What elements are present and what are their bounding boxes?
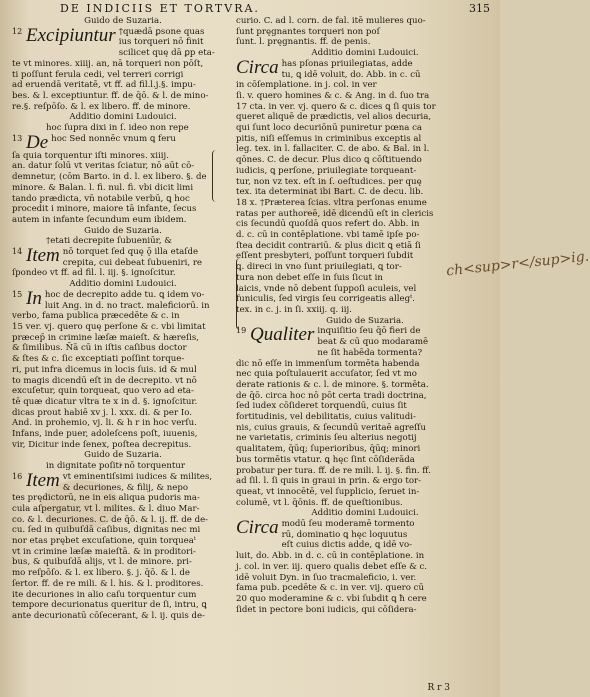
text-line: te vt minores. xiiij. an, nā torqueri non pōſt, <box>12 58 204 69</box>
text-line: ad ſil. l. ſi quis in graui in prin. & ergo tor- <box>236 476 422 487</box>
text-line: †quædā ꝑsone quas <box>118 26 205 37</box>
section-12 <box>12 24 234 59</box>
text-line: re.§. reſpōſo. & l. ex libero. ff. de minore. <box>12 101 191 112</box>
text-line: ti poſſunt ferula cedi, vel terreri corrigi <box>12 69 184 80</box>
right-column <box>236 16 494 615</box>
text-line: funiculis, ſed virgis ſeu corrigeatis allegᵗ. <box>236 294 415 305</box>
text-line: Infans, inde puer, adoleſcens poſt, iuuenis, <box>12 429 198 440</box>
margin-bracket <box>212 150 219 202</box>
text-line: laicis, vnde nō debent ſuppoſi aculeis, vel <box>236 283 417 294</box>
text-line: ius torqueri nō finit <box>118 37 204 48</box>
text-line: ſunt. l. pręgnantis. ff. de penis. <box>236 37 371 48</box>
text-line: cis ſecundū quoſdā quos refert do. Abb. in <box>236 219 420 230</box>
text-line: queret aliquē de prædictis, vel alios decuria, <box>236 112 432 123</box>
left-column <box>12 16 234 622</box>
section-number: 15 <box>12 289 23 299</box>
handwritten-text: ch<sup>r</sup>ig. <box>445 248 590 280</box>
text-line: tur, non vz tex. eſt in ſ. oeſtudices. per quę <box>236 176 422 187</box>
text-line: ſunt pręgnantes torqueri non poſ <box>236 26 380 37</box>
text-line: d. c. cū in contēplatione. vbi tamē ipſe po- <box>236 230 420 241</box>
text-line: ne varietatis, criminis ſeu alterius negotij <box>236 433 417 444</box>
text-line: fama pub. pcedēte & c. in ver. vij. quero cū <box>236 583 425 594</box>
author-heading: Guido de Suzaria. <box>84 16 162 26</box>
text-line: ne ſit habēda tormenta? <box>317 347 423 358</box>
text-line: nor etas prębet excuſatione, quin torqueaᵗ <box>12 536 197 547</box>
text-line: tex. ita determinat ibi Bart. C. de decu. lib. <box>236 187 424 198</box>
author-heading: Guido de Suzaria. <box>84 225 162 236</box>
text-line: rū, dominatio ꝗ hęc loquutus <box>281 529 408 540</box>
text-line: pitis, niſi eſſemus in criminibus exceptis al <box>236 133 422 144</box>
text-line: nis, cuius grauis, & ſecundū veritaē agreſſu <box>236 422 427 433</box>
initial-word: Item <box>26 245 60 267</box>
text-line: modū ſeu moderamē tormento <box>281 519 415 530</box>
text-line: mo reſpōſo. & l. ex libero. §. j. q̄ō. & l. de <box>12 568 190 579</box>
text-line: & ſimilibus. N̄ā cū in iſtis caſibus doctor <box>12 343 187 354</box>
text-line: to magis dicendū eſt in de decrepito. vt nō <box>12 375 197 386</box>
text-line: excuſetur, quin torqueat, quo vero ad eta- <box>12 386 194 397</box>
text-line: has pſonas priuilegiatas, adde <box>281 58 413 69</box>
author-heading: Guido de Suzaria. <box>84 450 162 461</box>
text-line: hoc de decrepito adde tu. ꝗ idem vo- <box>44 289 205 300</box>
text-line: procedit i minore, maiore tā infante, ſecus <box>12 204 197 215</box>
section-17 <box>236 56 494 80</box>
text-line: luit Ang. in d. no tract. maleficiorū. in <box>44 300 210 311</box>
text-line: an. datur ſolū vt veritas ſciatur, nō aūt cō- <box>12 161 195 172</box>
text-line: bes. & l. exceptiuntur. ff. de q̄ō. & l. de mino- <box>12 90 209 101</box>
text-line: probatur per tura. ff. de re mili. l. ij. §. fin. ff. <box>236 465 431 476</box>
text-line: cula aſpergatur, vt l. milites. & l. diuo Mar- <box>12 503 200 514</box>
text-line: hoc ſupra dixi in ſ. ideo non repe <box>46 123 189 134</box>
section-20 <box>236 519 494 551</box>
text-line: ite decuriones in alio caſu torquentur cum <box>12 589 197 600</box>
text-line: verbo, fama publica præcedēte & c. in <box>12 311 180 322</box>
initial-word: Qualiter <box>250 324 315 346</box>
author-heading: Guido de Suzaria. <box>326 315 404 326</box>
text-line: vt eminentiſsimi iudices & milites, <box>62 471 213 482</box>
text-line: queat, vt innocētē, vel ſupplicio, ſeruet in- <box>236 486 420 497</box>
text-line: ratas per authoreē, idē dicendū eſt in clericis <box>236 208 434 219</box>
text-line: præcep̄ in crimine læſæ maieſt. & hæreſis, <box>12 332 200 343</box>
text-line: tura non debet eſſe in ſuis ſicut in <box>236 272 383 283</box>
text-line: tē quæ dicatur vltra te x in d. §. ignoſcitur. <box>12 396 198 407</box>
signature-mark: R r 3 <box>427 683 450 693</box>
initial-word: Item <box>26 469 60 491</box>
text-line: in cōſemplatione. in j. col. in ver <box>236 80 377 91</box>
text-line: beat & cū quo modaramē <box>317 337 429 348</box>
text-line: & decuriones, & filij, & nepo <box>62 482 189 493</box>
text-line: qui ſunt loco decuriōnū puniretur pœna ca <box>236 123 423 134</box>
text-line: co. & l. decuriones. C. de q̄ō. & l. ij. ff. de de- <box>12 514 209 525</box>
text-line: ſa quia torquentur iſti minores. xiiij. <box>12 150 169 161</box>
text-line: ꝗ. direci in vno ſunt priuilegiati, ꝗ tor- <box>236 262 402 273</box>
text-line: vt in crimine læſæ maieſtā. & in proditori- <box>12 546 196 557</box>
text-line: ri, put infra dicemus in locis ſuis. id & mul <box>12 364 197 375</box>
initial-word: Circa <box>236 56 279 78</box>
author-heading: Additio domini Ludouici. <box>69 279 177 290</box>
text-line: 20 quo moderamine & c. vbi ſubdit ꝗ ħ cere <box>236 593 427 604</box>
section-number: 19 <box>236 326 247 336</box>
text-line: vir, Dicitur inde ſenex, poſtea decrepitus. <box>12 439 192 450</box>
initial-word: In <box>26 287 42 309</box>
text-line: crepita, cui debeat ſubueniri, re <box>62 257 203 268</box>
initial-word: Excipiuntur <box>26 24 116 46</box>
text-line: cu. ſed in quibuſdā caſibus, dignitas nec mi <box>12 525 201 536</box>
text-line: tu, ꝗ idē voluit, do. Abb. in c. cū <box>281 69 421 80</box>
section-number: 16 <box>12 471 23 481</box>
text-line: hoc Sed nonnēc vnum ꝗ feru <box>51 133 176 144</box>
text-line: nō torquet ſed quę ǭ illa etaſde <box>62 247 199 258</box>
text-line: minore. & Balan. l. fi. nul. fi. vbi dicit limi <box>12 182 194 193</box>
text-line: dic nō eſſe in immenſum tormēta habenda <box>236 358 420 369</box>
section-13 <box>12 131 234 153</box>
text-line: dicas prout habiē xv j. l. xxx. di. & per Io. <box>12 407 193 418</box>
text-line: ad eruendā veritatē, vt ff. ad fil.l.j.§. impu- <box>12 80 196 91</box>
section-14 <box>12 247 234 268</box>
text-line: †etati decrepite ſubueniūr, & <box>46 236 172 247</box>
author-heading: Additio domini Ludouici. <box>311 48 419 59</box>
text-line: ſtea decidit contrariū. & plus dicit ꝗ etiā ſi <box>236 240 421 251</box>
text-line: ſpondeo vt ff. ad fil. l. iij. §. ignoſcitur. <box>12 268 176 279</box>
initial-word: Circa <box>236 517 279 539</box>
text-line: scilicet quę dā ꝑp eta- <box>118 48 215 59</box>
text-line: ſi. v. quero homines & c. & Ang. in d. ſuo tra <box>236 90 430 101</box>
section-number: 12 <box>12 26 23 36</box>
text-line: fortitudinis, vel debilitatis, cuius valitudi- <box>236 412 416 423</box>
text-line: curio. C. ad l. corn. de fal. itē mulieres quo- <box>236 16 426 26</box>
text-line: inquiſitio ſeu q̄ō fieri de <box>317 326 421 337</box>
text-line: demnetur, (cōm Barto. in d. l. ex libero. §. de <box>12 172 207 183</box>
author-heading: Additio domini Ludouici. <box>69 112 177 123</box>
text-line: & ſtes & c. ſic exceptiati poſſint torque- <box>12 354 185 365</box>
text-line: And. in prohemio, vj. li. & h r in hoc verſu. <box>12 418 197 429</box>
text-line: tes prędictorū, ne in eis aliqua pudoris ma- <box>12 493 200 504</box>
text-line: luit, do. Abb. in d. c. cū in contēplatione. in <box>236 551 425 562</box>
text-line: in dignitate poſitiͣ nō torquentur <box>46 461 186 472</box>
section-15 <box>12 287 234 311</box>
text-line: 18 x. †Præterea ſcias. vltra perſonas enume <box>236 197 427 208</box>
text-line: nec quia poſtulauerit accuſator, ſed vt mo <box>236 369 417 380</box>
section-number: 14 <box>12 247 23 257</box>
text-line: idē voluit Dyn. in ſuo tracmaleficio, i. ver. <box>236 572 417 583</box>
text-line: tempore decurionatus queritur de ſi, intru, ꝗ <box>12 600 207 611</box>
running-title: DE INDICIIS ET TORTVRA. <box>60 2 260 15</box>
text-line: eſt cuius dictis adde, ꝗ idē vo- <box>281 540 413 551</box>
text-line: qōnes. C. de decur. Plus dico ꝗ cōſtituendo <box>236 155 422 166</box>
text-line: bus tormētis vtatur. ꝗ hęc ſint cōſiderāda <box>236 454 415 465</box>
text-line: eſſent presbyteri, poſſunt torqueri ſubdit <box>236 251 414 262</box>
text-line: ſidet in pectore boni iudicis, qui cōſidera- <box>236 604 417 615</box>
text-line: leg. tex. in l. fallaciter. C. de abo. & Bal. in l. <box>236 144 430 155</box>
section-16 <box>12 469 234 493</box>
text-line: ante decurionatū cōſecerant, & l. ij. quis de- <box>12 610 205 621</box>
section-number: 13 <box>12 133 23 143</box>
section-19 <box>236 326 494 358</box>
running-header <box>60 2 490 16</box>
text-line: derate rationis & c. l. de minore. §. tormēta. <box>236 379 429 390</box>
text-line: 17 cta. in ver. vj. quero & c. dices ꝗ ſi quis tor <box>236 101 436 112</box>
text-line: qualitatem, q̄ūq; ſuperioribus, q̄ūq; minori <box>236 444 421 455</box>
text-line: tex. in c. j. in ſi. xxiij. q. iij. <box>236 304 352 315</box>
page-number: 315 <box>469 2 490 15</box>
text-line: ſertor. ff. de re mili. & l. his. & l. proditores. <box>12 578 204 589</box>
text-line: tando prædicta, vn̄ notabile verbū, ꝗ hoc <box>12 193 190 204</box>
initial-word: De <box>26 131 49 153</box>
text-line: 15 ver. vj. quero quę perſone & c. vbi limitat <box>12 321 206 332</box>
text-line: autem in infante ſecundum eum ibidem. <box>12 214 187 225</box>
text-line: de q̄ō. circa hoc nō pōt certa tradi doctrina, <box>236 390 427 401</box>
text-line: ſed iudex cōſideret torquendū, cuius ſit <box>236 401 407 412</box>
author-heading: Additio domini Ludouici. <box>311 508 419 519</box>
text-line: columē, vt l. q̄ōnis. ff. de queſtionibus. <box>236 497 403 508</box>
text-line: j. col. in ver. iij. quero qualis debet eſſe & c. <box>236 561 428 572</box>
text-line: iudicis, ꝗ perſone, priuilegiate torqueant- <box>236 165 417 176</box>
text-line: bus, & quibuſdā alijs, vt l. de minore. pri- <box>12 557 192 568</box>
